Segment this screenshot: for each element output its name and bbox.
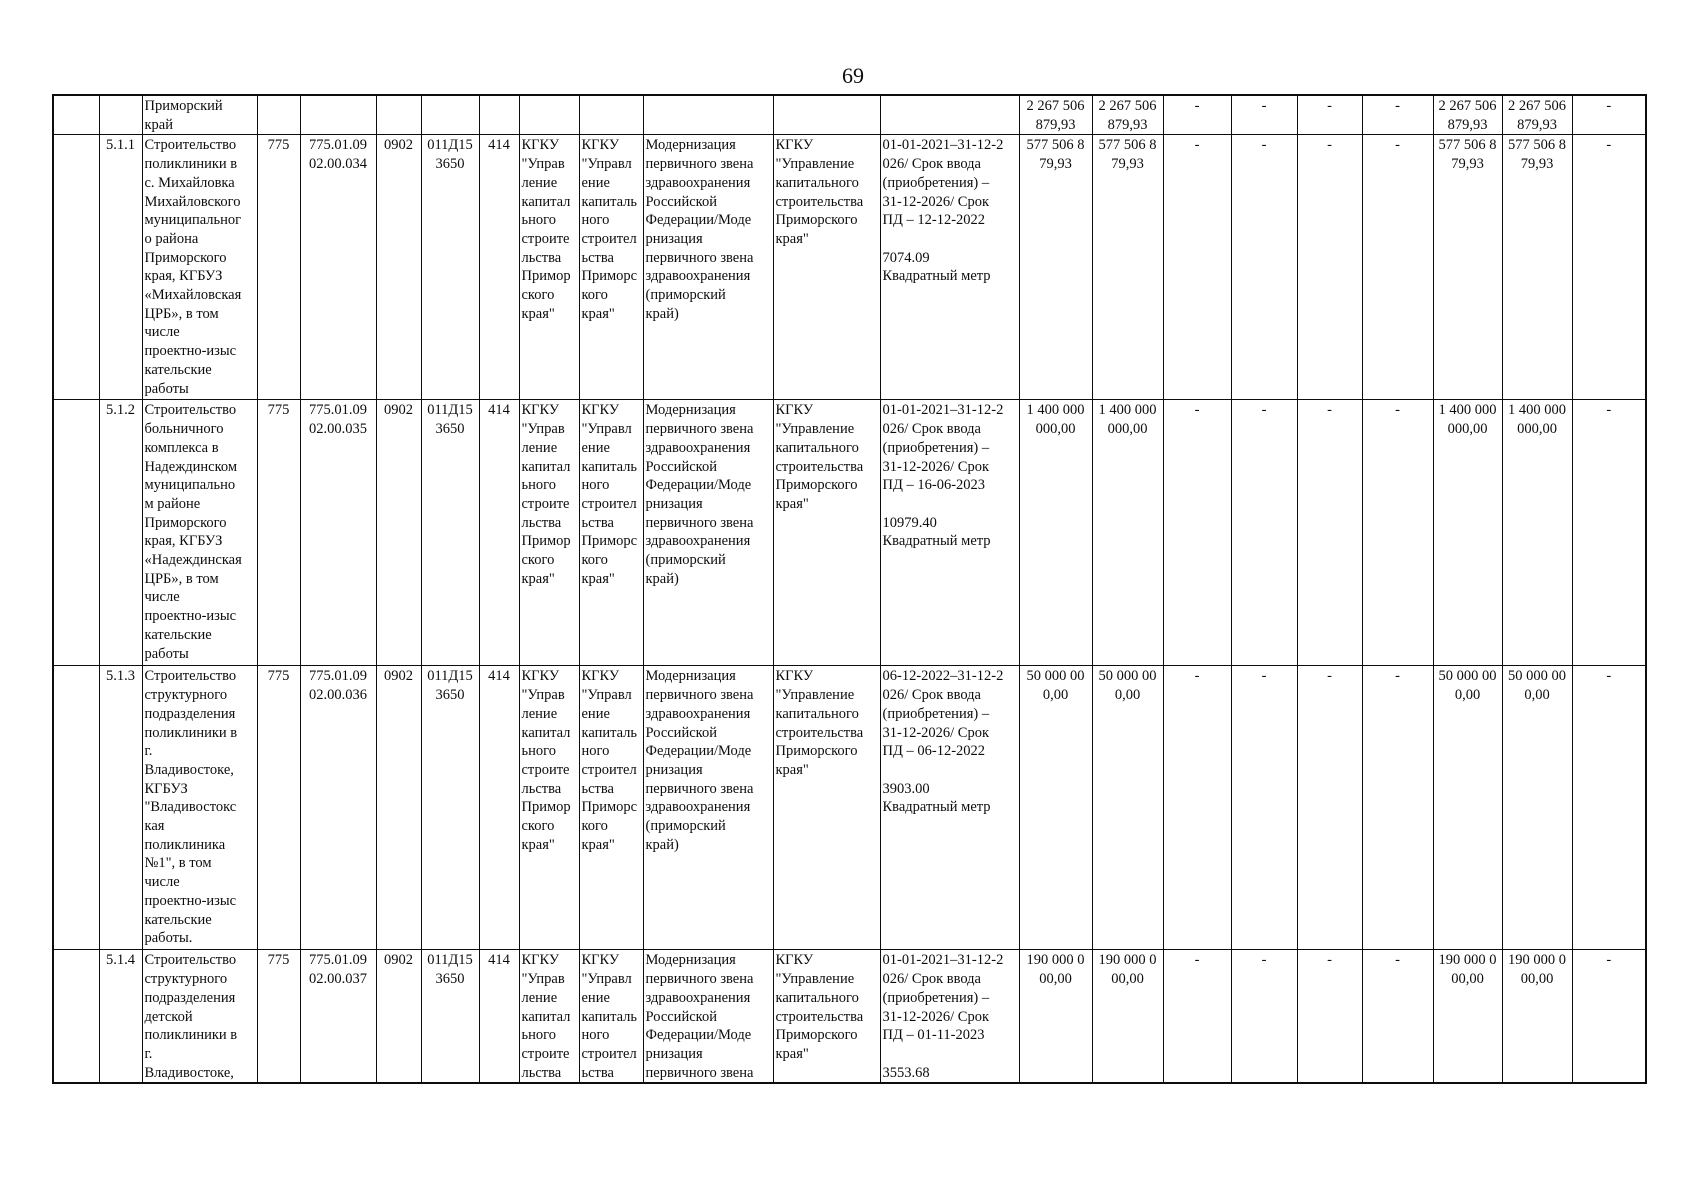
cell-amount: - [1231, 400, 1297, 666]
cell-customer [519, 95, 579, 135]
cell-amount: - [1362, 95, 1433, 135]
cell-item-number: 5.1.3 [99, 666, 142, 950]
cell-blank [53, 950, 99, 1083]
cell-amount: 1 400 000 000,00 [1092, 400, 1163, 666]
cell-builder [579, 95, 643, 135]
cell-item-number: 5.1.1 [99, 135, 142, 400]
cell-amount: 577 506 8 79,93 [1433, 135, 1502, 400]
table-row [53, 950, 1646, 1083]
cell-project: Модернизация первичного звена здравоохранения Российской Федерации/Моде рнизация первичного звена здравоохранения (приморский край) [643, 400, 773, 666]
cell-amount: - [1572, 135, 1646, 400]
cell-object-name: Строительство больничного комплекса в Надеждинском муниципально м районе Приморского края, КГБУЗ «Надеждинская ЦРБ», в том числе проектно-изыс кательские работы [142, 400, 257, 666]
cell-amount: 1 400 000 000,00 [1433, 400, 1502, 666]
cell-recipient: КГКУ "Управление капитального строительства Приморского края" [773, 135, 880, 400]
cell-expense-type: 414 [479, 950, 519, 1083]
cell-amount: 50 000 00 0,00 [1433, 666, 1502, 950]
budget-table [52, 94, 1647, 1084]
cell-project: Модернизация первичного звена здравоохранения Российской Федерации/Моде рнизация первичного звена здравоохранения (приморский край) [643, 666, 773, 950]
cell-customer: КГКУ "Управ ление капитал ьного строите льства Примор ского края" [519, 135, 579, 400]
cell-target-code: 011Д15 3650 [421, 950, 479, 1083]
cell-section-code: 0902 [376, 950, 421, 1083]
cell-customer: КГКУ "Управ ление капитал ьного строите льства Примор ского края" [519, 400, 579, 666]
cell-amount: - [1231, 135, 1297, 400]
cell-expense-type: 414 [479, 666, 519, 950]
cell-amount: - [1297, 95, 1362, 135]
cell-program-code: 775.01.09 02.00.035 [300, 400, 376, 666]
cell-amount: 190 000 0 00,00 [1092, 950, 1163, 1083]
cell-builder: КГКУ "Управл ение капиталь ного строител ьства [579, 950, 643, 1083]
cell-grbs-code [257, 95, 300, 135]
cell-recipient: КГКУ "Управление капитального строительства Приморского края" [773, 666, 880, 950]
cell-amount: - [1572, 400, 1646, 666]
cell-amount: - [1231, 95, 1297, 135]
cell-item-number: 5.1.2 [99, 400, 142, 666]
cell-object-name: Строительство поликлиники в с. Михайловка Михайловского муниципальног о района Приморского края, КГБУЗ «Михайловская ЦРБ», в том числе проектно-изыс кательские работы [142, 135, 257, 400]
cell-amount: - [1297, 666, 1362, 950]
cell-recipient: КГКУ "Управление капитального строительства Приморского края" [773, 950, 880, 1083]
cell-section-code: 0902 [376, 666, 421, 950]
cell-project [643, 95, 773, 135]
cell-builder: КГКУ "Управл ение капиталь ного строител ьства Приморс кого края" [579, 666, 643, 950]
cell-recipient [773, 95, 880, 135]
cell-amount: 2 267 506 879,93 [1433, 95, 1502, 135]
cell-section-code: 0902 [376, 135, 421, 400]
cell-recipient: КГКУ "Управление капитального строительства Приморского края" [773, 400, 880, 666]
cell-amount: - [1297, 950, 1362, 1083]
cell-target-code: 011Д15 3650 [421, 666, 479, 950]
cell-amount: 50 000 00 0,00 [1019, 666, 1092, 950]
cell-amount: - [1362, 666, 1433, 950]
cell-amount: 2 267 506 879,93 [1502, 95, 1572, 135]
cell-section-code [376, 95, 421, 135]
cell-amount: 577 506 8 79,93 [1092, 135, 1163, 400]
cell-blank [53, 666, 99, 950]
cell-builder: КГКУ "Управл ение капиталь ного строител ьства Приморс кого края" [579, 135, 643, 400]
cell-object-name: Приморский край [142, 95, 257, 135]
cell-blank [53, 135, 99, 400]
cell-item-number [99, 95, 142, 135]
cell-term-capacity: 01-01-2021–31-12-2 026/ Срок ввода (приобретения) – 31-12-2026/ Срок ПД – 16-06-2023 10979.40 Квадратный метр [880, 400, 1019, 666]
cell-target-code [421, 95, 479, 135]
cell-amount: - [1163, 666, 1231, 950]
cell-amount: 1 400 000 000,00 [1502, 400, 1572, 666]
cell-program-code: 775.01.09 02.00.036 [300, 666, 376, 950]
cell-amount: - [1297, 400, 1362, 666]
cell-builder: КГКУ "Управл ение капиталь ного строител ьства Приморс кого края" [579, 400, 643, 666]
cell-customer: КГКУ "Управ ление капитал ьного строите льства Примор ского края" [519, 666, 579, 950]
cell-amount: - [1572, 950, 1646, 1083]
cell-object-name: Строительство структурного подразделения поликлиники в г. Владивостоке, КГБУЗ "Владивостокс кая поликлиника №1", в том числе проектно-изыс кательские работы. [142, 666, 257, 950]
cell-target-code: 011Д15 3650 [421, 135, 479, 400]
cell-grbs-code: 775 [257, 135, 300, 400]
cell-item-number: 5.1.4 [99, 950, 142, 1083]
page-number: 69 [842, 63, 864, 88]
cell-term-capacity: 01-01-2021–31-12-2 026/ Срок ввода (приобретения) – 31-12-2026/ Срок ПД – 01-11-2023 3553.68 [880, 950, 1019, 1083]
cell-term-capacity: 01-01-2021–31-12-2 026/ Срок ввода (приобретения) – 31-12-2026/ Срок ПД – 12-12-2022 7074.09 Квадратный метр [880, 135, 1019, 400]
cell-amount: - [1362, 135, 1433, 400]
cell-expense-type [479, 95, 519, 135]
cell-amount: 190 000 0 00,00 [1502, 950, 1572, 1083]
cell-amount: - [1231, 666, 1297, 950]
cell-customer: КГКУ "Управ ление капитал ьного строите льства [519, 950, 579, 1083]
cell-amount: 2 267 506 879,93 [1019, 95, 1092, 135]
cell-object-name: Строительство структурного подразделения детской поликлиники в г. Владивостоке, [142, 950, 257, 1083]
cell-grbs-code: 775 [257, 950, 300, 1083]
cell-amount: 190 000 0 00,00 [1433, 950, 1502, 1083]
cell-target-code: 011Д15 3650 [421, 400, 479, 666]
cell-amount: - [1163, 400, 1231, 666]
cell-program-code: 775.01.09 02.00.034 [300, 135, 376, 400]
cell-project: Модернизация первичного звена здравоохранения Российской Федерации/Моде рнизация первичного звена здравоохранения (приморский край) [643, 135, 773, 400]
cell-amount: - [1163, 95, 1231, 135]
cell-amount: - [1362, 400, 1433, 666]
cell-amount: 577 506 8 79,93 [1502, 135, 1572, 400]
cell-amount: 1 400 000 000,00 [1019, 400, 1092, 666]
cell-amount: - [1297, 135, 1362, 400]
cell-amount: - [1572, 95, 1646, 135]
table-row-region-total [53, 95, 1646, 135]
cell-expense-type: 414 [479, 400, 519, 666]
cell-grbs-code: 775 [257, 666, 300, 950]
table-row [53, 666, 1646, 950]
cell-project: Модернизация первичного звена здравоохранения Российской Федерации/Моде рнизация первичного звена [643, 950, 773, 1083]
cell-amount: - [1231, 950, 1297, 1083]
cell-program-code: 775.01.09 02.00.037 [300, 950, 376, 1083]
cell-amount: 190 000 0 00,00 [1019, 950, 1092, 1083]
cell-amount: - [1572, 666, 1646, 950]
table-row [53, 400, 1646, 666]
cell-amount: 50 000 00 0,00 [1502, 666, 1572, 950]
cell-amount: - [1163, 135, 1231, 400]
cell-expense-type: 414 [479, 135, 519, 400]
cell-amount: 577 506 8 79,93 [1019, 135, 1092, 400]
cell-amount: 50 000 00 0,00 [1092, 666, 1163, 950]
cell-blank [53, 400, 99, 666]
cell-section-code: 0902 [376, 400, 421, 666]
cell-term-capacity [880, 95, 1019, 135]
cell-amount: - [1362, 950, 1433, 1083]
cell-program-code [300, 95, 376, 135]
cell-amount: - [1163, 950, 1231, 1083]
cell-term-capacity: 06-12-2022–31-12-2 026/ Срок ввода (приобретения) – 31-12-2026/ Срок ПД – 06-12-2022 3903.00 Квадратный метр [880, 666, 1019, 950]
cell-blank [53, 95, 99, 135]
cell-grbs-code: 775 [257, 400, 300, 666]
cell-amount: 2 267 506 879,93 [1092, 95, 1163, 135]
table-row [53, 135, 1646, 400]
